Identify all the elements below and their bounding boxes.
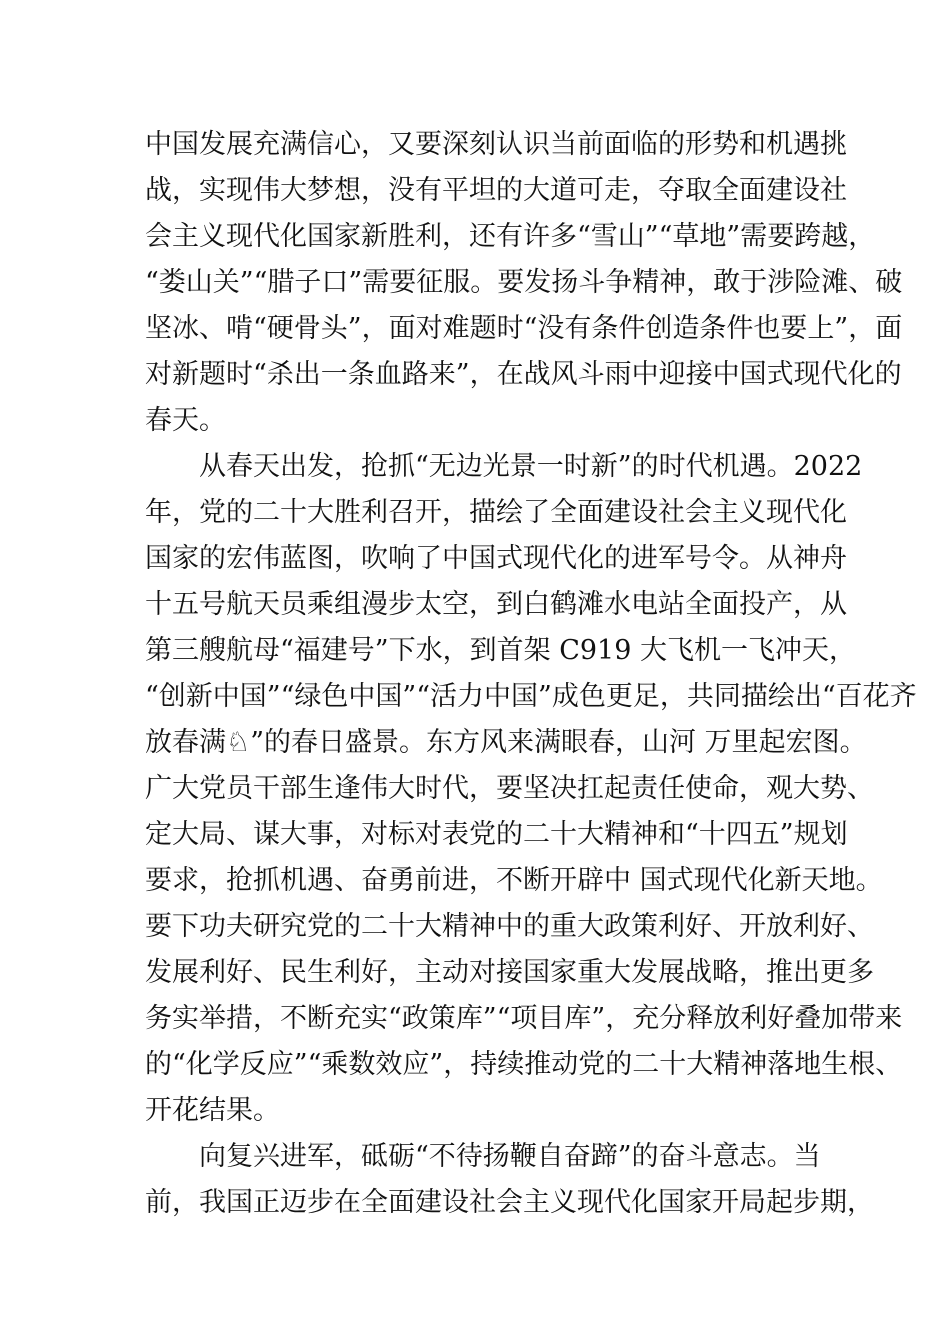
text-line: 广大党员干部生逢伟大时代，要坚决扛起责任使命，观大势、	[145, 773, 874, 804]
text-line: 要下功夫研究党的二十大精神中的重大政策利好、开放利好、	[145, 911, 874, 942]
text-line: 春天。	[145, 405, 226, 436]
text-line: “创新中国”“绿色中国”“活力中国”成色更足，共同描绘出“百花齐	[145, 681, 917, 712]
text-line: 第三艘航母“福建号”下水，到首架 C919 大飞机一飞冲天，	[145, 635, 856, 666]
text-line: 前，我国正迈步在全面建设社会主义现代化国家开局起步期，	[145, 1187, 874, 1218]
text-line: 国家的宏伟蓝图，吹响了中国式现代化的进军号令。从神舟	[145, 543, 847, 574]
text-line: 会主义现代化国家新胜利，还有许多“雪山”“草地”需要跨越，	[145, 221, 876, 252]
text-line: 年，党的二十大胜利召开，描绘了全面建设社会主义现代化	[145, 497, 847, 528]
paragraph-1	[145, 122, 903, 444]
text-line: 开花结果。	[145, 1095, 280, 1126]
text-line: 的“化学反应”“乘数效应”，持续推动党的二十大精神落地生根、	[145, 1049, 903, 1080]
body-text	[145, 122, 917, 1226]
text-line: 定大局、谋大事，对标对表党的二十大精神和“十四五”规划	[145, 819, 848, 850]
text-line: 坚冰、啃“硬骨头”，面对难题时“没有条件创造条件也要上”，面	[145, 313, 903, 344]
paragraph-2	[145, 444, 917, 1134]
paragraph-3	[145, 1134, 874, 1226]
text-line: 发展利好、民生利好，主动对接国家重大发展战略，推出更多	[145, 957, 874, 988]
text-line: 从春天出发，抢抓“无边光景一时新”的时代机遇。2022	[199, 451, 863, 482]
text-line: 向复兴进军，砥砺“不待扬鞭自奋蹄”的奋斗意志。当	[199, 1141, 821, 1172]
text-line: “娄山关”“腊子口”需要征服。要发扬斗争精神，敢于涉险滩、破	[145, 267, 903, 298]
text-line: 放春满♘”的春日盛景。东方风来满眼春，山河 万里起宏图。	[145, 727, 867, 758]
text-line: 对新题时“杀出一条血路来”，在战风斗雨中迎接中国式现代化的	[145, 359, 902, 390]
text-line: 要求，抢抓机遇、奋勇前进，不断开辟中 国式现代化新天地。	[145, 865, 883, 896]
text-line: 务实举措，不断充实“政策库”“项目库”，充分释放利好叠加带来	[145, 1003, 903, 1034]
text-line: 战，实现伟大梦想，没有平坦的大道可走，夺取全面建设社	[145, 175, 847, 206]
text-line: 十五号航天员乘组漫步太空，到白鹤滩水电站全面投产，从	[145, 589, 847, 620]
text-line: 中国发展充满信心，又要深刻认识当前面临的形势和机遇挑	[145, 129, 847, 160]
